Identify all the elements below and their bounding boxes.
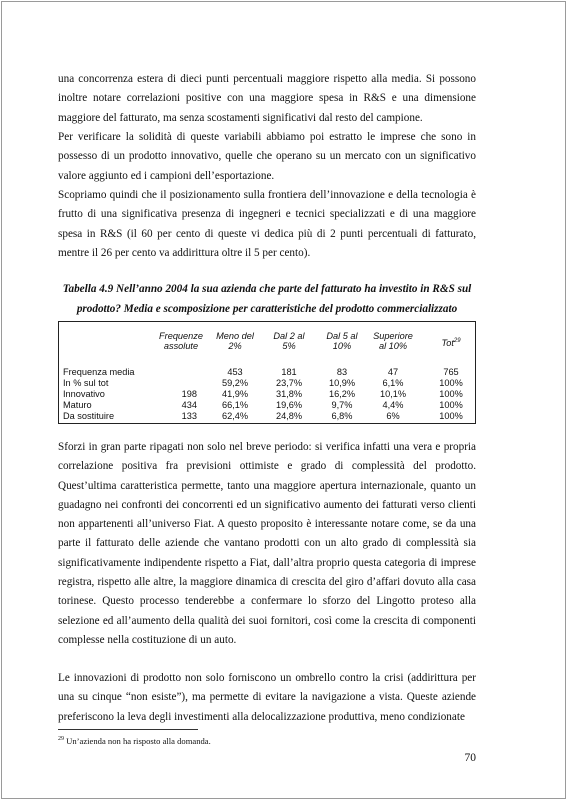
header-frequenze-assolute: Frequenze assolute [159,331,203,352]
body-paragraph: Scopriamo quindi che il posizionamento sulla frontiera dell’innovazione e della tecnologia è frutto di una significativa presenza di ingegneri e tecnici specializzati e di una maggiore spesa in R&S (il 60 per cento di queste vi dedica più di 2 punti percentuali di fatturato, mentre il 26 per cento va addirittura oltre il 5 per cento). [58,189,476,259]
cell-superiore-al-10: 6,1% [382,378,404,388]
cell-dal-2-al-5: 31,8% [275,389,303,399]
row-label: Frequenza media [63,367,135,377]
cell-dal-2-al-5: 19,6% [275,400,303,410]
footnote-number: 29 [58,736,64,742]
cell-totale: 765 [443,367,459,377]
cell-dal-5-al-10: 83 [336,367,348,377]
table-row [59,411,475,422]
page-number: 70 [464,752,476,764]
cell-dal-5-al-10: 6,8% [331,411,353,421]
data-table [58,321,476,424]
footnote-ref-marker: 29 [453,338,461,344]
cell-dal-2-al-5: 23,7% [275,378,303,388]
body-paragraph: una concorrenza estera di dieci punti percentuali maggiore rispetto alla media. Si possono inoltre notare correlazioni positive con una maggiore spesa in R&S e una dimensione maggiore del fatturato, ma senza scostamenti significativi dal resto del campione. [58,73,476,124]
row-label: Maturo [63,400,92,410]
cell-superiore-al-10: 10,1% [379,389,407,399]
cell-meno-del-2: 66,1% [221,400,249,410]
body-paragraph: Le innovazioni di prodotto non solo forniscono un ombrello contro la crisi (addirittura per una su cinque “non esiste”), ma permette di evitare la navigazione a vista. Queste aziende preferiscono la leva degli investimenti alla delocalizzazione produttiva, meno condizionate [58,672,476,723]
footnote-text: Un’azienda non ha risposto alla domanda. [64,735,211,746]
cell-totale: 100% [439,389,463,399]
cell-totale: 100% [439,400,463,410]
table-row [59,367,475,378]
cell-meno-del-2: 41,9% [221,389,249,399]
header-totale-label: Tot [441,338,454,349]
document-page [1,1,566,799]
cell-dal-5-al-10: 9,7% [331,400,353,410]
cell-totale: 100% [439,378,463,388]
cell-dal-2-al-5: 24,8% [275,411,303,421]
table-row [59,400,475,411]
footnote [58,734,476,747]
body-paragraph: Per verificare la solidità di queste variabili abbiamo poi estratto le imprese che sono in possesso di un prodotto innovativo, quelle che operano su un mercato con un significativo valore aggiunto ed i campioni dell’esportazione. [58,131,476,182]
footnote-divider [58,729,198,730]
cell-meno-del-2: 62,4% [221,411,249,421]
table-row [59,378,475,389]
cell-meno-del-2: 59,2% [221,378,249,388]
cell-totale: 100% [439,411,463,421]
header-totale [431,336,471,348]
cell-superiore-al-10: 4,4% [382,400,404,410]
header-meno-del-2: Meno del 2% [216,331,254,352]
table-caption: Tabella 4.9 Nell’anno 2004 la sua azienda che parte del fatturato ha investito in R&S sul prodotto? Media e scomposizione per caratteristiche del prodotto commercializzato [62,283,472,315]
cell-frequenze: 133 [181,411,197,421]
table-row [59,389,475,400]
cell-dal-5-al-10: 10,9% [328,378,356,388]
header-dal-5-al-10: Dal 5 al 10% [326,331,358,352]
row-label: Da sostituire [63,411,115,421]
cell-superiore-al-10: 47 [387,367,399,377]
row-label: Innovativo [63,389,105,399]
cell-dal-5-al-10: 16,2% [328,389,356,399]
cell-frequenze: 434 [181,400,197,410]
cell-frequenze: 198 [181,389,197,399]
cell-superiore-al-10: 6% [386,411,400,421]
cell-meno-del-2: 453 [227,367,243,377]
row-label: In % sul tot [63,378,109,388]
cell-dal-2-al-5: 181 [281,367,297,377]
body-paragraph: Sforzi in gran parte ripagati non solo nel breve periodo: si verifica infatti una vera e propria correlazione positiva fra previsioni ottimiste e grado di complessità del prodotto. Quest’ultima caratteristica permette, tanto una maggiore apertura internazionale, quanto un guadagno nei confronti dei concorrenti ed un significativo aumento dei fatturati verso clienti non appartenenti all’universo Fiat. A questo proposito è interessante notare come, se da una parte il fatturato delle aziende che vantano prodotti con un alto grado di complessità sia significativamente indipendente rispetto a Fiat, dall’altra proprio questa categoria di imprese registra, rispetto alle altre, la maggiore dinamica di crescita del giro d’affari dovuto alla casa torinese. Questo processo tenderebbe a confermare lo sforzo del Lingotto proteso alla selezione ed all’aumento della qualità dei suoi fornitori, così come la crescita di componenti complesse nella costituzione di un auto. [58,441,476,646]
header-dal-2-al-5: Dal 2 al 5% [273,331,305,352]
header-superiore-al-10: Superiore al 10% [373,331,413,352]
